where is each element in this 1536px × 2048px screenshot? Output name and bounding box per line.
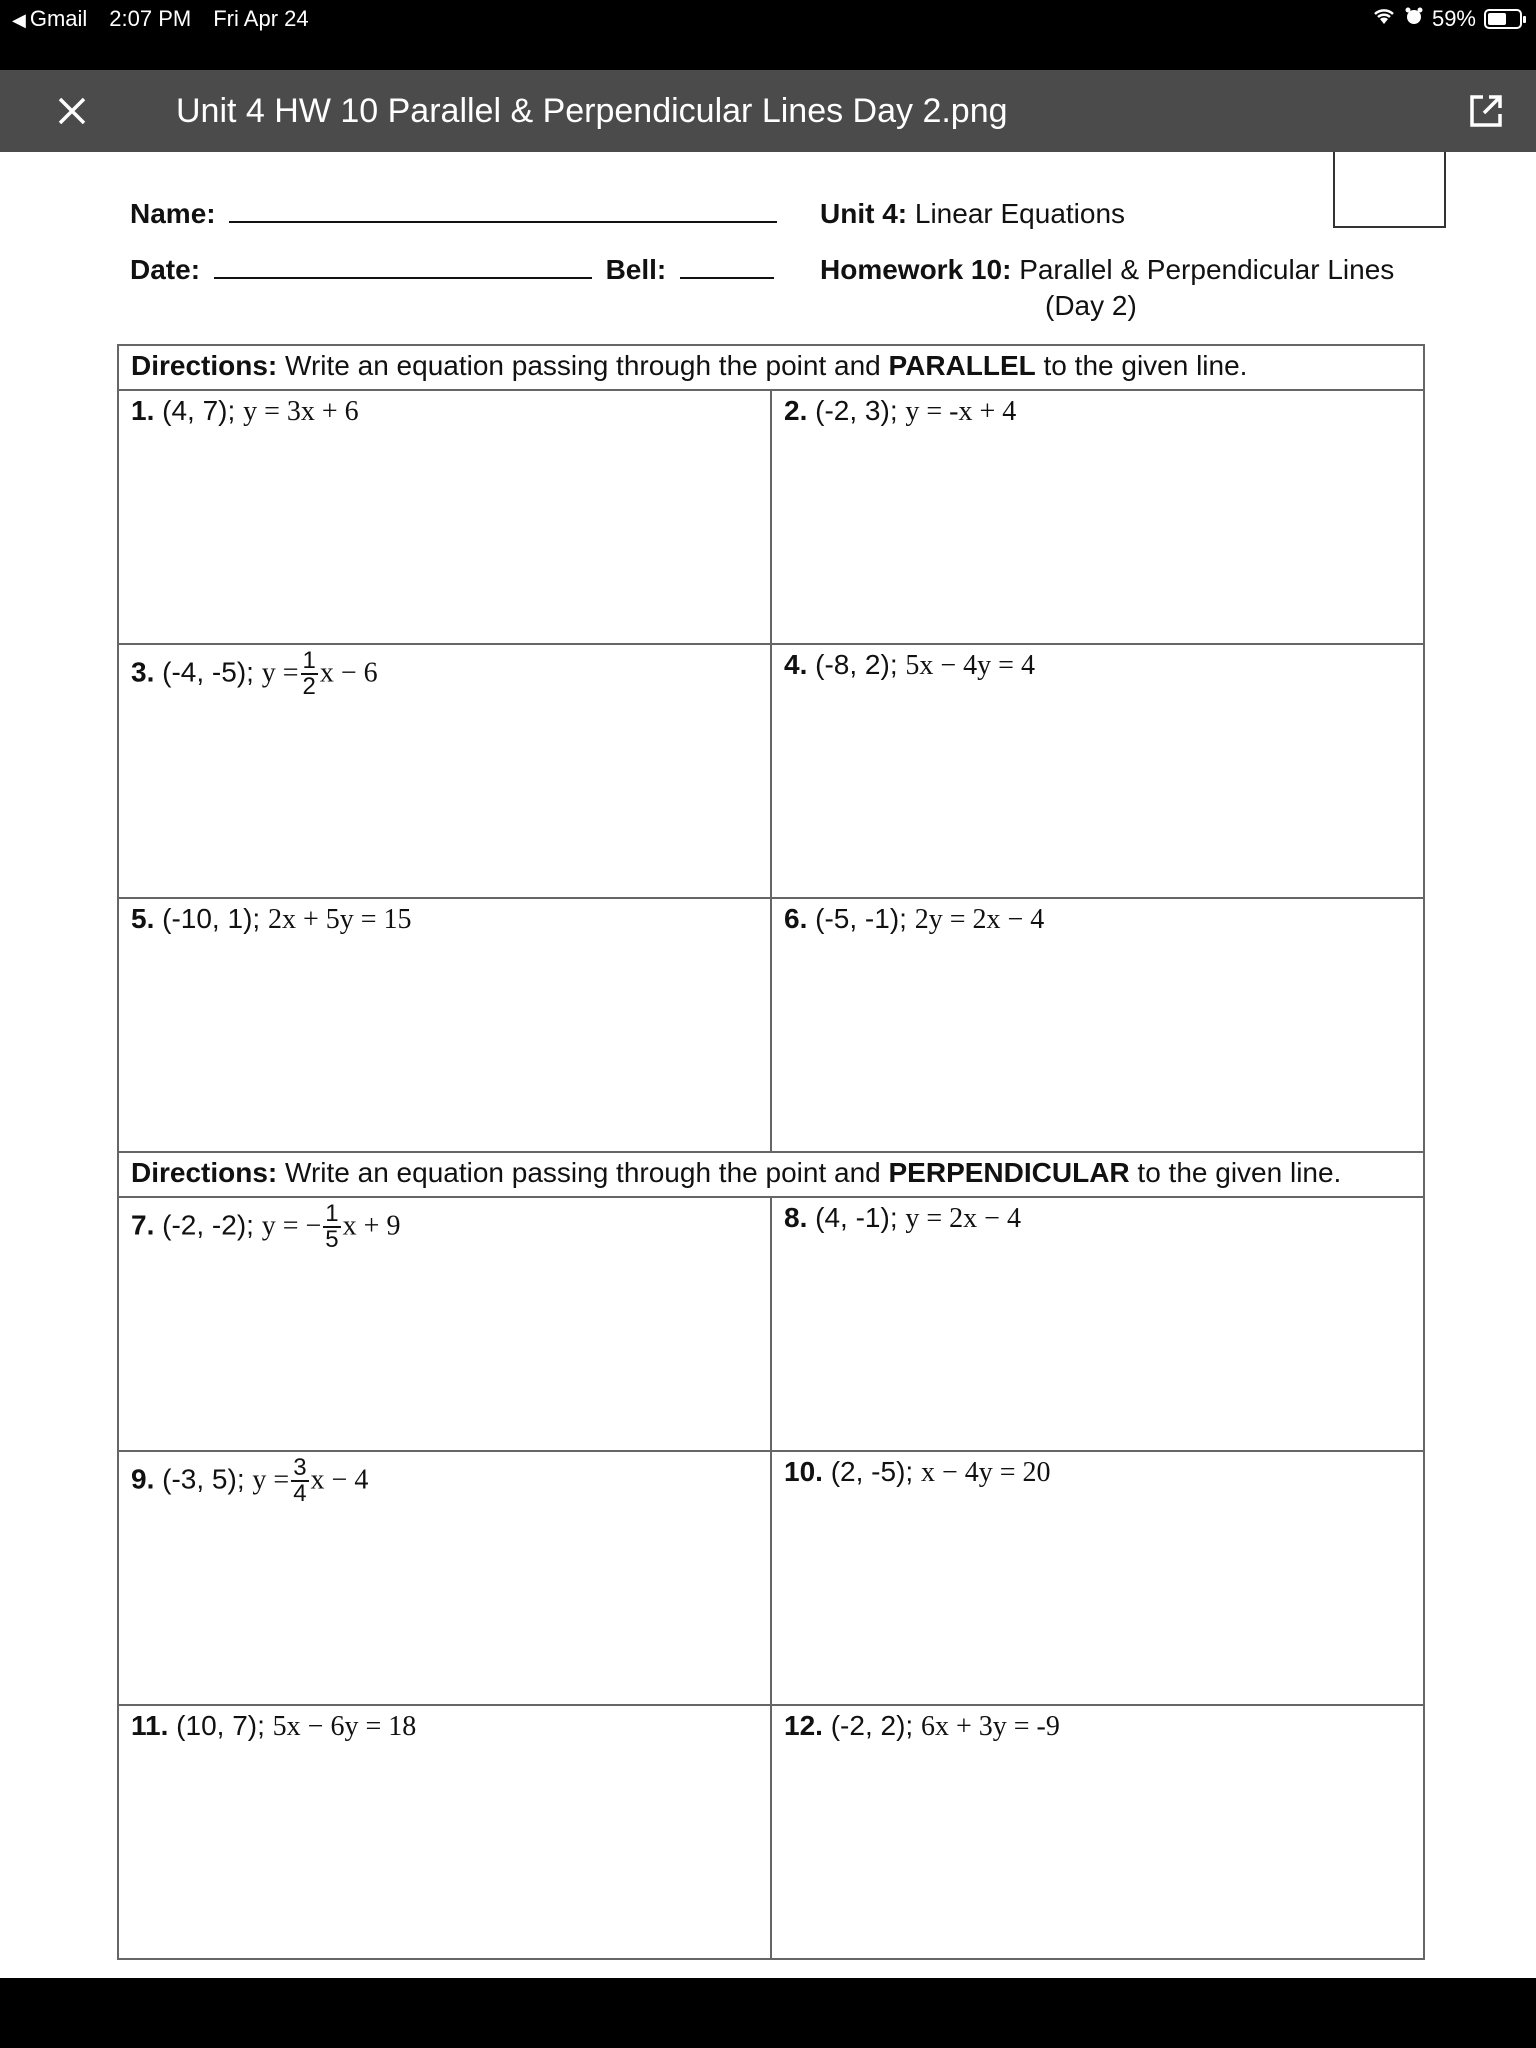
directions-text: Write an equation passing through the point and (285, 1157, 881, 1188)
problem-11 (118, 1705, 771, 1959)
problem-number: 11. (131, 1710, 169, 1741)
problem-equation: 6x + 3y = -9 (920, 1711, 1060, 1742)
status-date: Fri Apr 24 (213, 6, 309, 31)
problem-point: (10, 7); (176, 1710, 265, 1741)
bell-label: Bell: (605, 254, 667, 285)
alarm-icon (1404, 6, 1424, 32)
problem-equation: 5x − 6y = 18 (272, 1711, 417, 1742)
homework-value: Parallel & Perpendicular Lines (1019, 254, 1395, 285)
problem-point: (-10, 1); (162, 903, 261, 934)
problem-number: 2. (784, 395, 808, 426)
homework-label: Homework 10: (820, 254, 1012, 285)
problem-point: (-2, 2); (830, 1710, 914, 1741)
problem-point: (-5, -1); (815, 903, 907, 934)
problem-4 (771, 644, 1424, 898)
problem-point: (-3, 5); (162, 1463, 245, 1495)
date-row (130, 254, 774, 286)
date-label: Date: (130, 254, 201, 285)
directions-label: Directions: (131, 350, 278, 381)
problem-5 (118, 898, 771, 1152)
directions-keyword: PARALLEL (888, 350, 1036, 381)
name-blank (229, 221, 777, 223)
problem-2 (771, 390, 1424, 644)
equation-rhs: x + 9 (342, 1210, 401, 1242)
name-label: Name: (130, 198, 216, 229)
unit-value: Linear Equations (914, 198, 1126, 229)
problem-point: (-8, 2); (815, 649, 898, 680)
problem-point: (-2, 3); (815, 395, 898, 426)
status-bar (0, 0, 1536, 40)
equation-rhs: x − 4 (310, 1464, 369, 1496)
open-external-button[interactable] (1462, 87, 1510, 135)
viewer-header (0, 70, 1536, 152)
problems-table (117, 344, 1425, 1960)
problem-equation: y = -x + 4 (905, 396, 1017, 427)
unit-row (820, 198, 1125, 230)
problem-9 (118, 1451, 771, 1705)
name-row (130, 198, 777, 230)
unit-label: Unit 4: (820, 198, 908, 229)
problem-number: 9. (131, 1463, 155, 1495)
directions-text-end: to the given line. (1137, 1157, 1342, 1188)
wifi-icon (1372, 6, 1396, 32)
fraction-numerator: 1 (325, 1200, 339, 1227)
parallel-directions (118, 345, 1424, 390)
problem-6 (771, 898, 1424, 1152)
equation-lhs: y = − (261, 1210, 322, 1242)
problem-8 (771, 1197, 1424, 1451)
equation-lhs: y = (261, 657, 299, 689)
homework-day: (Day 2) (1045, 290, 1137, 321)
equation-fraction (301, 649, 318, 699)
problem-number: 1. (131, 395, 155, 426)
battery-icon (1484, 9, 1522, 29)
bell-blank (680, 277, 774, 279)
problem-number: 6. (784, 903, 808, 934)
back-app-label: Gmail (29, 6, 88, 31)
fraction-denominator: 4 (293, 1480, 307, 1507)
date-blank (214, 277, 592, 279)
homework-row (820, 254, 1394, 286)
problem-equation: y = 2x − 4 (905, 1203, 1021, 1234)
problem-point: (4, 7); (162, 395, 236, 426)
fraction-numerator: 3 (293, 1454, 307, 1481)
bottom-bar (0, 1978, 1536, 2048)
directions-keyword: PERPENDICULAR (888, 1157, 1130, 1188)
back-to-app-link[interactable] (12, 6, 87, 32)
battery-level (1488, 13, 1506, 25)
problem-number: 3. (131, 656, 155, 688)
problem-point: (4, -1); (815, 1202, 898, 1233)
problem-number: 7. (131, 1209, 155, 1241)
worksheet-image (0, 152, 1536, 1978)
close-icon (57, 96, 87, 126)
problem-equation: 5x − 4y = 4 (905, 650, 1035, 681)
problem-point: (2, -5); (830, 1456, 914, 1487)
problem-7 (118, 1197, 771, 1451)
back-caret-icon: ◀ (12, 10, 26, 30)
problem-number: 5. (131, 903, 155, 934)
fraction-numerator: 1 (302, 647, 316, 674)
fraction-denominator: 5 (325, 1226, 339, 1253)
equation-lhs: y = (252, 1464, 290, 1496)
problem-number: 4. (784, 649, 808, 680)
directions-text-end: to the given line. (1043, 350, 1248, 381)
problem-number: 8. (784, 1202, 808, 1233)
problem-12 (771, 1705, 1424, 1959)
problem-3 (118, 644, 771, 898)
score-box (1333, 152, 1446, 228)
equation-rhs: x − 6 (319, 657, 378, 689)
problem-number: 12. (784, 1710, 823, 1741)
close-button[interactable] (48, 87, 96, 135)
problem-equation: 2x + 5y = 15 (267, 904, 412, 935)
problem-equation: x − 4y = 20 (920, 1457, 1051, 1488)
equation-fraction (323, 1202, 340, 1252)
problem-equation: y = 3x + 6 (243, 396, 359, 427)
open-external-icon (1467, 92, 1505, 130)
problem-1 (118, 390, 771, 644)
problem-10 (771, 1451, 1424, 1705)
problem-point: (-2, -2); (162, 1209, 254, 1241)
battery-percent: 59% (1431, 6, 1476, 31)
perpendicular-directions (118, 1152, 1424, 1197)
problem-point: (-4, -5); (162, 656, 254, 688)
directions-text: Write an equation passing through the point and (285, 350, 881, 381)
problem-equation: 2y = 2x − 4 (914, 904, 1045, 935)
document-title: Unit 4 HW 10 Parallel & Perpendicular Lines Day 2.png (176, 92, 1008, 130)
equation-fraction (291, 1456, 308, 1506)
directions-label: Directions: (131, 1157, 278, 1188)
fraction-denominator: 2 (302, 673, 316, 700)
status-time: 2:07 PM (109, 6, 192, 31)
problem-number: 10. (784, 1456, 823, 1487)
